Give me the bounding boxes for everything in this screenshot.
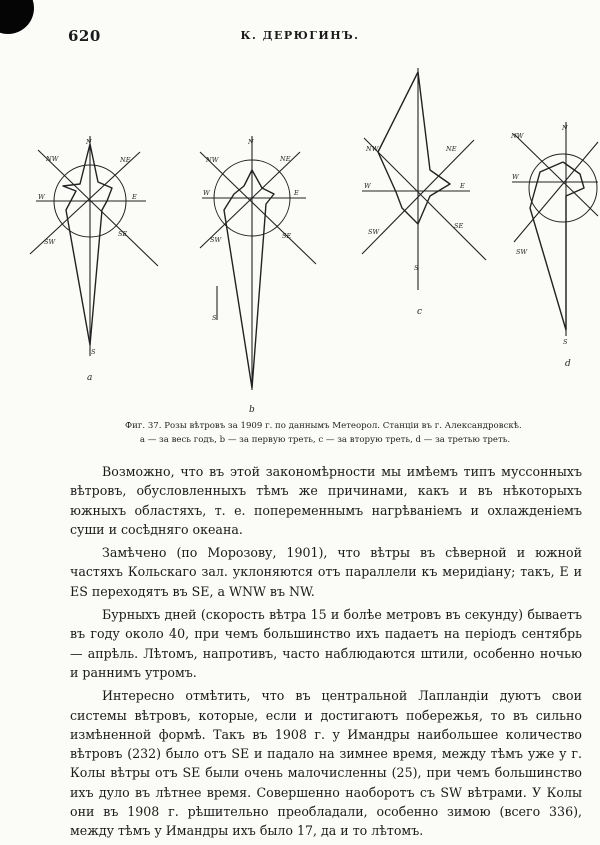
wind-rose-figure xyxy=(0,58,600,418)
paragraph: Возможно, что въ этой закономѣрности мы имѣемъ типъ муссонныхъ вѣтровъ, обусловленныхъ тѣмъ же причинами, какъ и въ нѣкоторыхъ южныхъ областяхъ, т. е. попеременнымъ нагрѣваніемъ и охлажденіемъ суши и сосѣдняго океана. xyxy=(70,464,582,537)
rose-a-label-n: N xyxy=(86,138,92,146)
rose-c-label-ne: NE xyxy=(446,145,457,153)
rose-a-label-w: W xyxy=(38,193,45,201)
rose-a-label-e: E xyxy=(132,193,137,201)
rose-c-axis-nw-se xyxy=(364,138,486,260)
rose-d-panel-label: d xyxy=(565,359,571,369)
rose-b-panel-label: b xyxy=(249,405,255,415)
rose-a-label-ne: NE xyxy=(120,156,131,164)
rose-c-label-se: SE xyxy=(454,222,464,230)
rose-b-label-n: N xyxy=(248,138,254,146)
rose-a-label-s: S xyxy=(91,348,96,356)
body-text xyxy=(70,462,582,845)
figure-caption-line2: a — за весь годъ, b — за первую треть, c — за вторую треть, d — за третью треть. xyxy=(139,435,511,445)
rose-d-label-nw: NW xyxy=(511,132,524,140)
rose-d-label-s: S xyxy=(563,338,568,346)
figure-caption-line1: Фиг. 37. Розы вѣтровъ за 1909 г. по даннымъ Метеорол. Станціи въ г. Александровскѣ. xyxy=(125,421,522,431)
rose-d-label-n: N xyxy=(562,124,568,132)
rose-b-label-sw: SW xyxy=(210,236,222,244)
page-number: 620 xyxy=(68,27,101,45)
rose-c-label-e: E xyxy=(460,182,465,190)
rose-c-label-w: W xyxy=(364,182,371,190)
rose-a-label-sw: SW xyxy=(44,238,56,246)
rose-b-axis-nw-se xyxy=(200,152,316,264)
rose-b-label-se: SE xyxy=(282,232,292,240)
rose-d-shape xyxy=(530,162,584,330)
running-head: К. ДЕРЮГИНЪ. xyxy=(240,29,360,42)
figure-caption xyxy=(125,419,545,447)
rose-b-shape xyxy=(224,170,274,388)
rose-a-label-se: SE xyxy=(118,230,128,238)
rose-a-shape xyxy=(63,144,112,345)
rose-a-panel-label: a xyxy=(87,373,93,383)
rose-c-label-s: S xyxy=(414,264,419,272)
rose-c-label-nw: NW xyxy=(366,145,379,153)
rose-b-label-s: S xyxy=(212,314,217,322)
paragraph: Бурныхъ дней (скорость вѣтра 15 и болѣе метровъ въ секунду) бываетъ въ году около 40, при чемъ большинство ихъ падаетъ на періодъ сентябрь — апрѣль. Лѣтомъ, напротивъ, часто наблюдаются штили, особенно ночью и раннимъ утромъ. xyxy=(70,607,582,680)
wind-rose-c xyxy=(362,68,486,317)
rose-d-label-sw: SW xyxy=(516,248,528,256)
rose-d-ring xyxy=(529,154,597,222)
rose-d-axis-ne-sw xyxy=(514,142,598,242)
rose-d-axis-nw-se xyxy=(514,134,598,216)
rose-b-label-w: W xyxy=(203,189,210,197)
rose-b-label-nw: NW xyxy=(206,156,219,164)
paragraph: Замѣчено (по Морозову, 1901), что вѣтры въ сѣверной и южной частяхъ Кольскаго зал. уклоняются отъ параллели къ меридіану; такъ, E и ES переходятъ въ SE, а WNW въ NW. xyxy=(70,545,582,599)
rose-a-label-nw: NW xyxy=(46,155,59,163)
rose-b-label-ne: NE xyxy=(280,155,291,163)
rose-c-panel-label: c xyxy=(417,307,423,317)
rose-b-label-e: E xyxy=(294,189,299,197)
wind-rose-a xyxy=(30,136,158,383)
paragraph: Интересно отмѣтить, что въ центральной Лапландіи дуютъ свои системы вѣтровъ, которые, если и достигаютъ побережья, то въ сильно измѣненной формѣ. Такъ въ 1908 г. у Имандры наибольшее количество вѣтровъ (232) было отъ SE и падало на зимнее время, между тѣмъ уже у г. Колы вѣтры отъ SE были очень малочисленны (25), при чемъ большинство ихъ дуло въ лѣтнее время. Совершенно наоборотъ съ SW вѣтрами. У Колы они въ 1908 г. рѣшительно преобладали, особенно зимою (всего 336), между тѣмъ у Имандры ихъ было 17, да и то лѣтомъ. xyxy=(70,688,582,839)
wind-rose-b xyxy=(200,136,316,415)
rose-c-label-sw: SW xyxy=(368,228,380,236)
rose-d-label-w: W xyxy=(512,173,519,181)
wind-rose-d xyxy=(510,122,598,369)
